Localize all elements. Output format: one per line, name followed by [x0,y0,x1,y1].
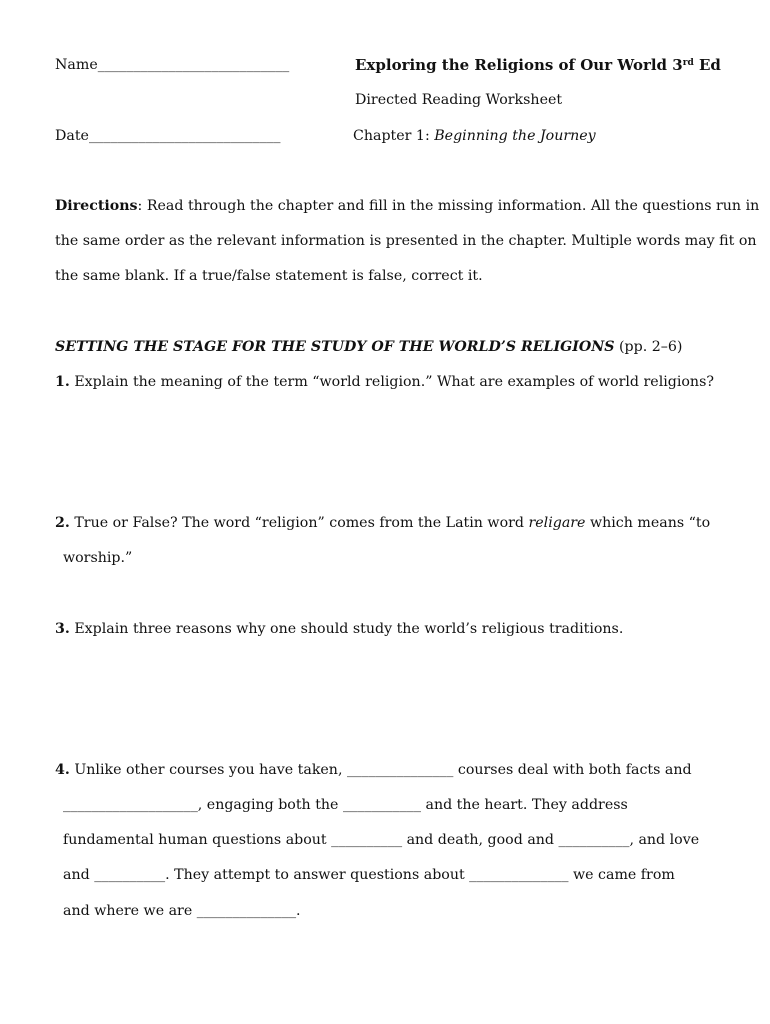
question-3: 3. Explain three reasons why one should study the world’s religious traditions. [55,621,624,637]
section-pages: (pp. 2–6) [614,339,683,355]
directions-label: Directions [55,198,138,214]
directions-line-2: the same order as the relevant information is presented in the chapter. Multiple words may fit on [55,233,757,249]
question-number: 4. [55,762,70,778]
question-2-line-2: worship.” [63,550,133,566]
section-heading [55,338,682,356]
chapter-title: Beginning the Journey [434,128,596,144]
question-4-line-2: ___________________, engaging both the ___________ and the heart. They address [63,797,628,813]
name-label: Name [55,57,98,73]
question-4-line-5: and where we are ______________. [63,903,301,919]
directions-line-1: Directions: Read through the chapter and fill in the missing information. All the questions run in [55,198,760,214]
worksheet-title: Exploring the Religions of Our World 3rd Ed [355,56,721,74]
question-number: 2. [55,515,70,531]
directions-line-3: the same blank. If a true/false statement is false, correct it. [55,268,483,284]
question-4-line-4: and __________. They attempt to answer questions about ______________ we came from [63,867,675,883]
question-4-line-3: fundamental human questions about __________ and death, good and __________, and love [63,832,700,848]
question-1: 1. Explain the meaning of the term “world religion.” What are examples of world religions? [55,374,714,390]
name-line [55,56,289,74]
question-number: 3. [55,621,70,637]
date-blank: ___________________________ [88,128,281,144]
question-4: 4. Unlike other courses you have taken, _______________ courses deal with both facts and [55,762,692,778]
section-title: SETTING THE STAGE FOR THE STUDY OF THE WORLD’S RELIGIONS [55,339,615,355]
question-2: 2. True or False? The word “religion” comes from the Latin word religare which means “to [55,515,711,531]
worksheet-subtitle: Directed Reading Worksheet [355,92,563,108]
question-number: 1. [55,374,70,390]
chapter-heading: Chapter 1: Beginning the Journey [353,128,596,144]
date-label: Date [55,128,89,144]
latin-term: religare [528,515,586,531]
date-line [55,127,280,145]
name-blank: ___________________________ [97,57,290,73]
